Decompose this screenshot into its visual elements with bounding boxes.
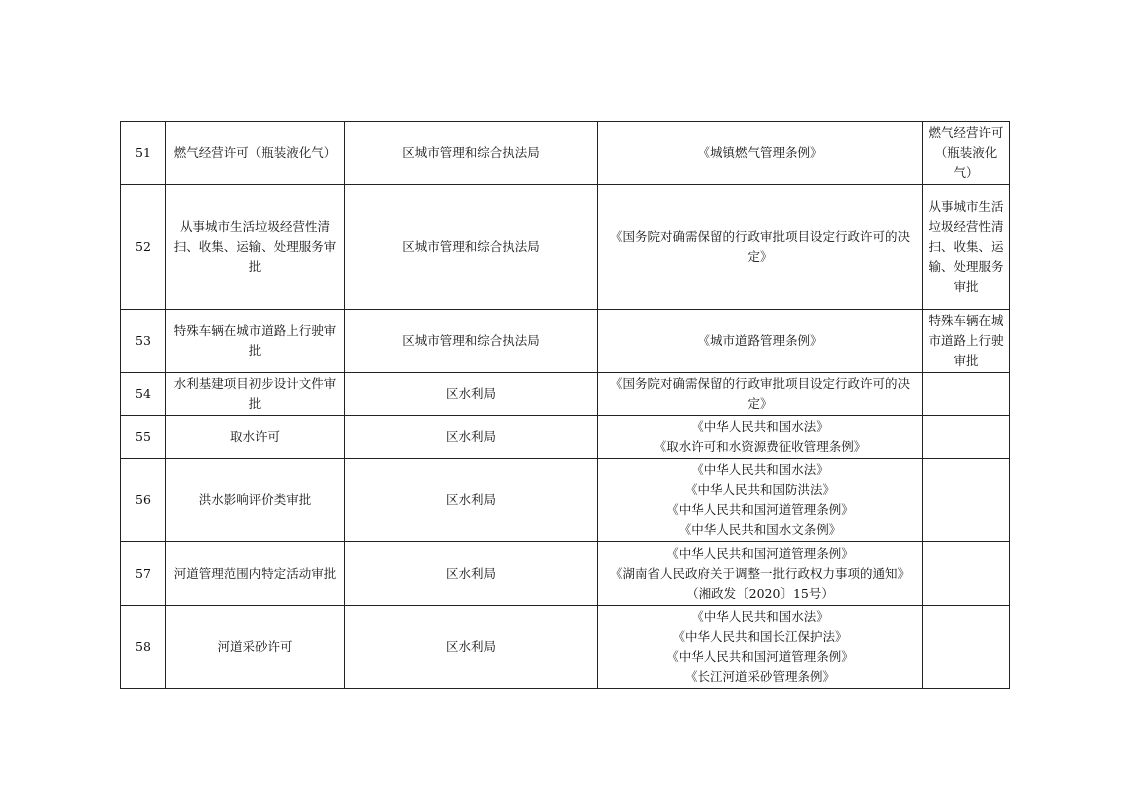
department-cell: 区水利局 [345,416,598,459]
remark-cell: 从事城市生活垃圾经营性清扫、收集、运输、处理服务审批 [923,185,1010,310]
legal-basis-line: 《中华人民共和国水文条例》 [678,522,842,537]
legal-basis-line: 《中华人民共和国河道管理条例》 [666,502,854,517]
table-row [121,606,1010,689]
legal-basis-cell [598,542,923,606]
legal-basis-line: 《中华人民共和国水法》 [691,419,829,434]
legal-basis-cell [598,310,923,373]
legal-basis-line: 《中华人民共和国河道管理条例》 [666,649,854,664]
row-number-cell: 56 [121,459,166,542]
legal-basis-cell [598,459,923,542]
permit-item-cell: 燃气经营许可（瓶装液化气） [166,122,345,185]
legal-basis-line: 《中华人民共和国水法》 [691,462,829,477]
legal-basis-line: 《中华人民共和国防洪法》 [684,482,835,497]
department-cell: 区水利局 [345,373,598,416]
table-body [121,122,1010,689]
remark-cell [923,606,1010,689]
row-number-cell: 57 [121,542,166,606]
remark-cell [923,416,1010,459]
table-row [121,373,1010,416]
legal-basis-line: 《中华人民共和国水法》 [691,609,829,624]
remark-cell [923,459,1010,542]
table-row [121,542,1010,606]
row-number-cell: 58 [121,606,166,689]
department-cell: 区水利局 [345,542,598,606]
table-row [121,185,1010,310]
permit-item-cell: 河道采砂许可 [166,606,345,689]
remark-cell: 燃气经营许可（瓶装液化气） [923,122,1010,185]
legal-basis-line: 《城市道路管理条例》 [697,333,823,348]
permit-table [120,121,1010,689]
row-number-cell: 53 [121,310,166,373]
row-number-cell: 51 [121,122,166,185]
permit-item-cell: 洪水影响评价类审批 [166,459,345,542]
permit-item-cell: 河道管理范围内特定活动审批 [166,542,345,606]
department-cell: 区水利局 [345,606,598,689]
department-cell: 区城市管理和综合执法局 [345,310,598,373]
table-row [121,122,1010,185]
legal-basis-cell [598,185,923,310]
legal-basis-line: 《中华人民共和国长江保护法》 [672,629,848,644]
department-cell: 区城市管理和综合执法局 [345,185,598,310]
legal-basis-line: 《长江河道采砂管理条例》 [684,669,835,684]
department-cell: 区水利局 [345,459,598,542]
legal-basis-line: 《取水许可和水资源费征收管理条例》 [653,439,867,454]
permit-item-cell: 水利基建项目初步设计文件审批 [166,373,345,416]
legal-basis-cell [598,122,923,185]
permit-item-cell: 特殊车辆在城市道路上行驶审批 [166,310,345,373]
legal-basis-line: 《国务院对确需保留的行政审批项目设定行政许可的决定》 [609,229,910,264]
remark-cell [923,373,1010,416]
row-number-cell: 54 [121,373,166,416]
department-cell: 区城市管理和综合执法局 [345,122,598,185]
legal-basis-cell [598,606,923,689]
legal-basis-line: 《湖南省人民政府关于调整一批行政权力事项的通知》（湘政发〔2020〕15号） [609,565,910,601]
legal-basis-line: 《国务院对确需保留的行政审批项目设定行政许可的决定》 [609,376,910,411]
table-row [121,416,1010,459]
table-row [121,459,1010,542]
permit-item-cell: 取水许可 [166,416,345,459]
permit-item-cell: 从事城市生活垃圾经营性清扫、收集、运输、处理服务审批 [166,185,345,310]
legal-basis-line: 《城镇燃气管理条例》 [697,145,823,160]
remark-cell: 特殊车辆在城市道路上行驶审批 [923,310,1010,373]
row-number-cell: 52 [121,185,166,310]
legal-basis-line: 《中华人民共和国河道管理条例》 [666,545,854,561]
legal-basis-cell [598,416,923,459]
remark-cell [923,542,1010,606]
table-row [121,310,1010,373]
legal-basis-cell [598,373,923,416]
row-number-cell: 55 [121,416,166,459]
